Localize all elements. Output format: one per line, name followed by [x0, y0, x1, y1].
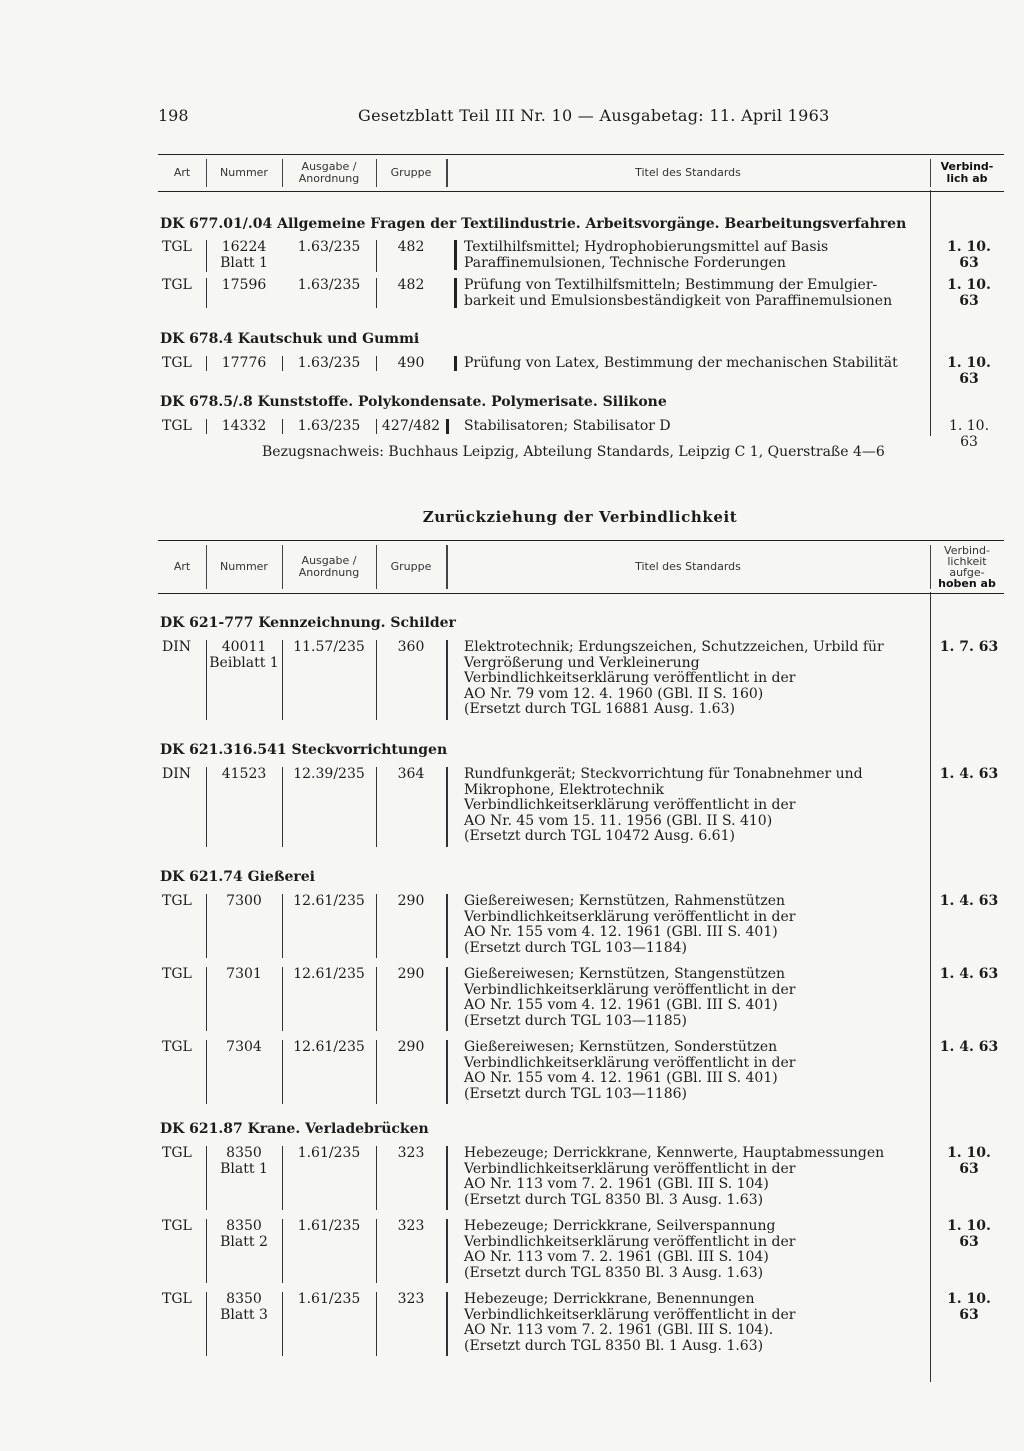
row-title-line: Rundfunkgerät; Steckvorrichtung für Tonabnehmer und [464, 766, 863, 782]
row-title-line: AO Nr. 155 vom 4. 12. 1961 (GBl. III S. 401) [464, 924, 778, 940]
col-ausgabe-line2: Anordnung [298, 172, 360, 185]
row-title-line: Gießereiwesen; Kernstützen, Rahmenstützen [464, 893, 786, 909]
row-number-sheet: Blatt 3 [220, 1306, 268, 1323]
withdrawal-heading: Zurückziehung der Verbindlichkeit [422, 508, 738, 526]
row-number [206, 1040, 282, 1056]
row-gruppe: 427/482 [381, 418, 441, 434]
page-header [158, 106, 1004, 132]
col-art: Art [173, 166, 191, 179]
row-number-main: 7304 [226, 1039, 262, 1055]
col-nummer: Nummer [220, 560, 268, 573]
row-date: 1. 7. 63 [939, 639, 999, 655]
table-header-top [158, 154, 1004, 192]
row-gruppe: 364 [397, 766, 425, 782]
col-v-line1: Verbind- [944, 544, 990, 557]
row-title-line: Verbindlichkeitserklärung veröffentlicht in der [464, 981, 796, 998]
row-date: 1. 10. 63 [947, 239, 991, 271]
row-title-line: (Ersetzt durch TGL 103—1184) [464, 939, 687, 956]
row-art: DIN [162, 639, 192, 655]
col-verbindlichkeit [930, 541, 1004, 593]
row-art: TGL [162, 1145, 192, 1161]
col-titel: Titel des Standards [635, 166, 741, 179]
row-number [206, 240, 282, 271]
row-number-main: 40011 [221, 639, 267, 655]
row-title-line: (Ersetzt durch TGL 103—1186) [464, 1085, 687, 1102]
row-title [464, 1040, 934, 1102]
row-title-line: AO Nr. 113 vom 7. 2. 1961 (GBl. III S. 104) [464, 1249, 769, 1265]
row-title-line: Hebezeuge; Derrickkrane, Seilverspannung [464, 1218, 776, 1234]
row-number-main: 17776 [221, 355, 267, 371]
col-gruppe: Gruppe [390, 560, 432, 573]
row-number [206, 767, 282, 783]
row-title [464, 419, 934, 435]
row-art: TGL [162, 355, 192, 371]
row-date: 1. 10. 63 [947, 1145, 991, 1177]
table-header-bottom [158, 540, 1004, 594]
section-title: DK 621.87 Krane. Verladebrücken [160, 1121, 429, 1137]
col-art: Art [173, 560, 191, 573]
row-gruppe: 290 [397, 893, 425, 909]
row-date: 1. 4. 63 [939, 1039, 999, 1055]
row-number-sheet: Blatt 1 [220, 1160, 268, 1177]
row-title [464, 767, 934, 845]
row-art: TGL [162, 277, 192, 293]
row-title-line: Verbindlichkeitserklärung veröffentlicht in der [464, 1233, 796, 1250]
page-number: 198 [158, 106, 189, 125]
row-title-line: (Ersetzt durch TGL 103—1185) [464, 1012, 687, 1029]
row-gruppe: 360 [397, 639, 425, 655]
row-title-line: Gießereiwesen; Kernstützen, Sonderstützen [464, 1039, 778, 1055]
row-number [206, 640, 282, 671]
row-title-line: Verbindlichkeitserklärung veröffentlicht in der [464, 1160, 796, 1177]
row-divider [446, 967, 448, 1031]
row-ausgabe: 1.61/235 [297, 1291, 361, 1307]
row-ausgabe: 12.39/235 [293, 766, 365, 782]
row-number [206, 419, 282, 435]
row-number [206, 894, 282, 910]
row-art: TGL [162, 1218, 192, 1234]
row-title-line: (Ersetzt durch TGL 10472 Ausg. 6.61) [464, 828, 735, 844]
row-date: 1. 4. 63 [939, 766, 999, 782]
row-date: 1. 10. 63 [948, 418, 990, 450]
row-number-main: 16224 [221, 239, 267, 255]
row-title-line: barkeit und Emulsionsbeständigkeit von Paraffinemulsionen [464, 292, 893, 309]
row-number-main: 8350 [226, 1291, 262, 1307]
col-verbindlich [930, 155, 1004, 191]
row-title-line: Prüfung von Latex, Bestimmung der mechanischen Stabilität [464, 355, 898, 371]
row-number-sheet: Beiblatt 1 [209, 654, 279, 671]
row-number-main: 8350 [226, 1218, 262, 1234]
row-ausgabe: 1.61/235 [297, 1145, 361, 1161]
row-number-main: 7300 [226, 893, 262, 909]
row-art: TGL [162, 1291, 192, 1307]
row-ausgabe: 1.63/235 [297, 239, 361, 255]
row-date: 1. 10. 63 [947, 1218, 991, 1250]
row-title-line: Verbindlichkeitserklärung veröffentlicht in der [464, 1306, 796, 1323]
row-title-line: AO Nr. 113 vom 7. 2. 1961 (GBl. III S. 104). [464, 1322, 774, 1338]
row-title-line: Hebezeuge; Derrickkrane, Kennwerte, Hauptabmessungen [464, 1145, 885, 1161]
row-title-line: AO Nr. 45 vom 15. 11. 1956 (GBl. II S. 410) [464, 812, 773, 829]
row-gruppe: 290 [397, 966, 425, 982]
section-title: DK 678.5/.8 Kunststoffe. Polykondensate. Polymerisate. Silikone [160, 394, 667, 410]
row-number-sheet: Blatt 2 [220, 1233, 268, 1250]
row-title-line: Verbindlichkeitserklärung veröffentlicht in der [464, 908, 796, 925]
row-title-line: Stabilisatoren; Stabilisator D [464, 418, 671, 434]
row-divider [446, 1146, 448, 1210]
row-title-line: (Ersetzt durch TGL 8350 Bl. 3 Ausg. 1.63) [464, 1264, 764, 1281]
row-divider [454, 278, 457, 308]
row-title-line: Elektrotechnik; Erdungszeichen, Schutzzeichen, Urbild für [464, 639, 884, 655]
row-title-line: AO Nr. 155 vom 4. 12. 1961 (GBl. III S. 401) [464, 1070, 778, 1086]
source-note: Bezugsnachweis: Buchhaus Leipzig, Abteilung Standards, Leipzig C 1, Querstraße 4—6 [262, 444, 885, 460]
row-divider [454, 240, 457, 270]
row-number-main: 17596 [221, 277, 267, 293]
row-title [464, 1219, 934, 1281]
date-column-rule [930, 190, 931, 436]
row-gruppe: 482 [397, 239, 425, 255]
row-divider [446, 1219, 448, 1283]
col-v-line4: hoben ab [938, 577, 996, 590]
section-title: DK 621.316.541 Steckvorrichtungen [160, 742, 448, 758]
row-title [464, 640, 934, 718]
row-number [206, 1146, 282, 1177]
row-title [464, 356, 934, 372]
row-title-line: AO Nr. 155 vom 4. 12. 1961 (GBl. III S. 401) [464, 997, 778, 1013]
row-title-line: (Ersetzt durch TGL 8350 Bl. 3 Ausg. 1.63) [464, 1191, 764, 1208]
row-title-line: Vergrößerung und Verkleinerung [464, 654, 700, 671]
row-title [464, 894, 934, 956]
col-ausgabe-line1: Ausgabe / [301, 554, 357, 567]
row-title-line: Textilhilfsmittel; Hydrophobierungsmittel auf Basis [464, 239, 829, 255]
col-v-line3: aufge- [949, 566, 985, 579]
section-title: DK 678.4 Kautschuk und Gummi [160, 331, 420, 347]
row-number [206, 1292, 282, 1323]
row-number [206, 278, 282, 294]
row-title-line: Verbindlichkeitserklärung veröffentlicht in der [464, 670, 796, 686]
row-gruppe: 490 [397, 355, 425, 371]
row-divider [446, 767, 448, 847]
row-title [464, 967, 934, 1029]
row-ausgabe: 12.61/235 [293, 1039, 365, 1055]
section-title: DK 621.74 Gießerei [160, 869, 315, 885]
row-title-line: Verbindlichkeitserklärung veröffentlicht in der [464, 1054, 796, 1071]
row-number [206, 967, 282, 983]
row-art: TGL [162, 418, 192, 434]
row-number-main: 41523 [221, 766, 267, 782]
col-verbindlich-line2: lich ab [946, 172, 988, 185]
row-title-line: Verbindlichkeitserklärung veröffentlicht in der [464, 797, 796, 813]
row-gruppe: 290 [397, 1039, 425, 1055]
row-divider [446, 419, 449, 434]
row-divider [446, 894, 448, 958]
section-title: DK 621-777 Kennzeichnung. Schilder [160, 615, 456, 631]
row-gruppe: 482 [397, 277, 425, 293]
row-art: TGL [162, 1039, 192, 1055]
row-ausgabe: 11.57/235 [293, 639, 365, 655]
col-ausgabe-line2: Anordnung [298, 566, 360, 579]
row-ausgabe: 1.63/235 [297, 355, 361, 371]
row-gruppe: 323 [397, 1145, 425, 1161]
row-number [206, 1219, 282, 1250]
row-art: TGL [162, 239, 192, 255]
row-divider [446, 1040, 448, 1104]
row-title-line: AO Nr. 113 vom 7. 2. 1961 (GBl. III S. 104) [464, 1176, 769, 1192]
row-title-line: Paraffinemulsionen, Technische Forderungen [464, 254, 786, 271]
col-verbindlich-line1: Verbind- [940, 160, 994, 173]
row-title-line: AO Nr. 79 vom 12. 4. 1960 (GBl. II S. 160) [464, 685, 764, 702]
row-ausgabe: 12.61/235 [293, 966, 365, 982]
row-ausgabe: 1.63/235 [297, 277, 361, 293]
row-title-line: (Ersetzt durch TGL 8350 Bl. 1 Ausg. 1.63) [464, 1337, 764, 1354]
row-divider [446, 1292, 448, 1356]
row-gruppe: 323 [397, 1291, 425, 1307]
row-title [464, 240, 934, 271]
row-divider [446, 640, 448, 720]
row-title-line: Prüfung von Textilhilfsmitteln; Bestimmung der Emulgier- [464, 277, 878, 293]
col-titel: Titel des Standards [635, 560, 741, 573]
row-number-main: 7301 [226, 966, 262, 982]
row-art: DIN [162, 766, 192, 782]
row-title-line: Gießereiwesen; Kernstützen, Stangenstützen [464, 966, 786, 982]
gazette-title: Gesetzblatt Teil III Nr. 10 — Ausgabetag: 11. April 1963 [358, 106, 830, 125]
row-art: TGL [162, 966, 192, 982]
row-gruppe: 323 [397, 1218, 425, 1234]
row-title-line: Hebezeuge; Derrickkrane, Benennungen [464, 1291, 755, 1307]
row-date: 1. 10. 63 [947, 355, 991, 387]
col-gruppe: Gruppe [390, 166, 432, 179]
row-title [464, 1292, 934, 1354]
row-ausgabe: 12.61/235 [293, 893, 365, 909]
row-date: 1. 4. 63 [939, 893, 999, 909]
row-title-line: Mikrophone, Elektrotechnik [464, 781, 664, 798]
row-art: TGL [162, 893, 192, 909]
row-title [464, 278, 934, 309]
row-ausgabe: 1.61/235 [297, 1218, 361, 1234]
col-ausgabe [282, 541, 376, 593]
row-number-sheet: Blatt 1 [220, 254, 268, 271]
row-title [464, 1146, 934, 1208]
row-ausgabe: 1.63/235 [297, 418, 361, 434]
col-ausgabe [282, 155, 376, 191]
col-nummer: Nummer [220, 166, 268, 179]
col-v-line2: lichkeit [947, 555, 987, 568]
section-title: DK 677.01/.04 Allgemeine Fragen der Textilindustrie. Arbeitsvorgänge. Bearbeitungsverfahren [160, 216, 907, 232]
row-number-main: 14332 [221, 418, 267, 434]
col-ausgabe-line1: Ausgabe / [301, 160, 357, 173]
row-date: 1. 4. 63 [939, 966, 999, 982]
row-divider [454, 356, 457, 371]
row-date: 1. 10. 63 [947, 277, 991, 309]
row-number-main: 8350 [226, 1145, 262, 1161]
row-number [206, 356, 282, 372]
row-title-line: (Ersetzt durch TGL 16881 Ausg. 1.63) [464, 701, 735, 717]
row-date: 1. 10. 63 [947, 1291, 991, 1323]
